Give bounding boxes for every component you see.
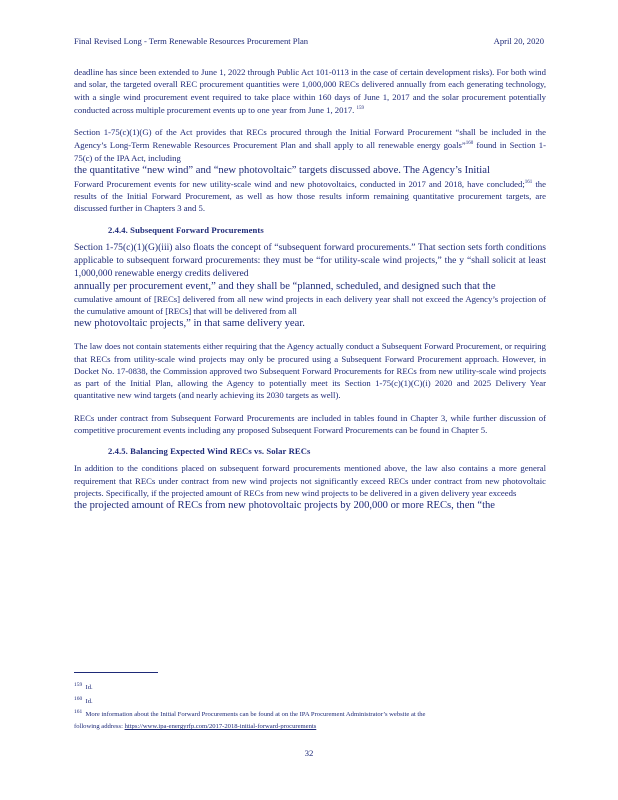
paragraph-2: Section 1-75(c)(1)(G) of the Act provides that RECs procured through the Initial Forward Procurement “shall be included in the Agency’s Long-Term Renewable Resources Procurement Plan and shall apply to all renewable energy goals”$^{160}$ found in Section 1-75(c) of the IPA Act, including the quantitative “new wind” and “new photovoltaic” targets discussed above. The Agency’s Initial Forward Procurement events for new utility-scale wind and new photovoltaics, conducted in 2017 and 2018, have concluded;$^{161}$ the results of the Initial Forward Procurement, as well as how those results inform remaining quantitative procurement targets, are discussed further in Chapters 3 and 5. (74, 127, 546, 214)
footnote-160: $^{160}$ Id. (74, 695, 93, 705)
footnote-161-cont: following address: https://www.ipa-energyrfp.com/2017-2018-initial-forward-procurements (74, 723, 317, 731)
procurement-link[interactable]: https://www.ipa-energyrfp.com/2017-2018-initial-forward-procurements (124, 723, 317, 731)
paragraph-6: In addition to the conditions placed on subsequent forward procurements mentioned above, the law also contains a more general requirement that RECs under contract from new wind projects not significantly exceed RECs under contract from new photovoltaic projects. Specifically, if the projected amount of RECs from new wind projects to be delivered in a given delivery year exceeds the projected amount of RECs from new photovoltaic projects by 200,000 or more RECs, then “the (74, 463, 546, 512)
paragraph-1: deadline has since been extended to June 1, 2022 through Public Act 101-0113 in the case of certain development risks). For both wind and solar, the targeted overall REC procurement quantities were 1,000,000 RECs delivered annually from each generating technology, with a single wind procurement event required to take place within 160 days of June 1, 2017 and the solar procurement potentially conducted across multiple procurement events up to one year from June 1, 2017. $^{159}$ (74, 67, 546, 115)
footnotes (74, 680, 544, 733)
paragraph-5: RECs under contract from Subsequent Forward Procurements are included in tables found in Chapter 3, while further discussion of competitive procurement events including any proposed Subsequent Forward Procurements can be found in Chapter 5. (74, 412, 546, 436)
footnote-ref-161: 161 (524, 179, 533, 185)
heading-2-4-5: 2.4.5. Balancing Expected Wind RECs vs. Solar RECs (108, 446, 311, 457)
header-title: Final Revised Long - Term Renewable Resources Procurement Plan (74, 36, 309, 46)
page-number: 32 (304, 748, 314, 758)
document-body (74, 66, 546, 522)
footnote-ref-160: 160 (465, 141, 474, 147)
heading-2-4-4: 2.4.4. Subsequent Forward Procurements (108, 224, 264, 235)
footnote-ref-159: 159 (356, 105, 365, 111)
paragraph-4: The law does not contain statements either requiring that the Agency actually conduct a Subsequent Forward Procurement, or requiring that RECs from utility-scale wind projects may only be procured using a Subsequent Forward Procurement approach. However, in Docket No. 17-0838, the Commission approved two Subsequent Forward Procurements for RECs from new utility-scale wind projects as part of the Initial Plan, allowing the Agency to potentially meet its Section 1-75(c)(1)(C)(i) 2020 and 2025 Delivery Year quantitative new wind targets (and nearly achieving its 2030 targets as well). (74, 341, 546, 401)
emphasized-line: the projected amount of RECs from new photovoltaic projects by 200,000 or more RECs, then “the (74, 500, 496, 512)
emphasized-line: annually per procurement event,” and they shall be “planned, scheduled, and designed such that the (74, 280, 496, 292)
paragraph-3: Section 1-75(c)(1)(G)(iii) also floats the concept of “subsequent forward procurements.” That section sets forth conditions applicable to subsequent forward procurements: they must be “for utility-scale wind projects,” the y “shall solicit at least 1,000,000 renewable energy credits delivered annually per procurement event,” and they shall be “planned, scheduled, and designed such that the cumulative amount of [RECs] delivered from all new wind projects in each delivery year shall not exceed the Agency’s projection of the cumulative amount of [RECs] that will be delivered from all new photovoltaic projects,” in that same delivery year. (74, 241, 546, 330)
footnote-divider (74, 672, 158, 673)
footnote-161: $^{161}$ More information about the Initial Forward Procurements can be found at on the IPA Procurement Administrator’s website at the (74, 709, 426, 719)
footnote-159: $^{159}$ Id. (74, 682, 93, 692)
header-date: April 20, 2020 (493, 36, 544, 46)
emphasized-line: new photovoltaic projects,” in that same delivery year. (74, 318, 305, 330)
emphasized-line: the quantitative “new wind” and “new photovoltaic” targets discussed above. The Agency’s Initial (74, 164, 490, 176)
